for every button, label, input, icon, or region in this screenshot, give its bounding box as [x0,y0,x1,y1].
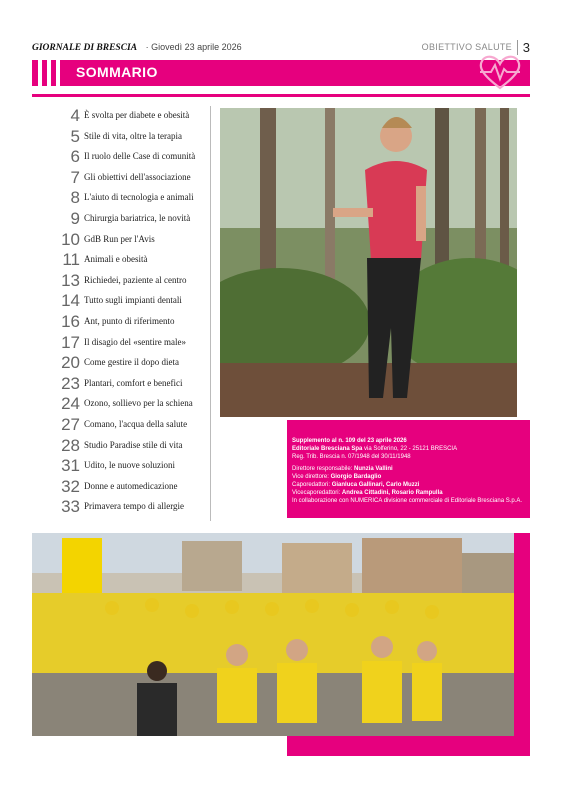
toc-item-label: Il ruolo delle Case di comunità [84,151,196,162]
toc-page-number: 8 [70,188,80,208]
toc-item [52,188,212,209]
toc-item [52,394,212,415]
banner-stripes [38,60,66,86]
toc-item-label: Chirurgia bariatrica, le novità [84,212,191,223]
registration-line: Reg. Trib. Brescia n. 07/1948 del 30/11/1948 [292,454,411,461]
photo-woman-forest [220,108,517,417]
toc-item [52,147,212,168]
toc-item [52,333,212,354]
page-number: 3 [517,40,530,55]
collaboration-line: In collaborazione con NUMERICA divisione commerciale di Editoriale Bresciana S.p.A. [292,498,523,505]
supplement-line: Supplemento al n. 109 del 23 aprile 2026 [292,438,407,444]
toc-item-label: Donne e automedicazione [84,480,178,491]
toc-item-label: Come gestire il dopo dieta [84,357,179,368]
toc-item-label: Primavera tempo di allergie [84,501,185,512]
toc-item [52,271,212,292]
issue-date: · Giovedì 23 aprile 2026 [145,42,242,52]
toc-item-label: L'aiuto di tecnologia e animali [84,192,194,203]
toc-item-label: Animali e obesità [84,254,148,265]
toc-page-number: 4 [70,106,80,125]
vice-director-name: Giorgio Bardaglio [330,473,382,480]
toc-item [52,209,212,230]
pink-frame-side [514,533,530,756]
toc-page-number: 9 [70,208,80,228]
toc-item-label: Richiedei, paziente al centro [84,274,187,285]
colophon [292,437,528,506]
toc-item-label: È svolta per diabete e obesità [84,110,190,120]
vice-director-label: Vice direttore: [292,473,331,480]
toc-page-number: 7 [70,167,80,187]
toc-item [52,230,212,251]
photo-crowd-event [32,533,514,736]
director-name: Nunzia Vallini [354,465,393,472]
toc-item-label: Plantari, comfort e benefici [84,377,183,388]
publisher-address: via Solferino, 22 - 25121 BRESCIA [362,446,458,453]
page-header [32,42,530,56]
toc-item [52,106,212,127]
toc-page-number: 23 [61,373,80,393]
toc-item [52,374,212,395]
section-banner [32,60,530,86]
toc-item [52,436,212,457]
toc-page-number: 32 [61,476,80,496]
toc-item-label: Studio Paradise stile di vita [84,439,183,450]
banner-title: SOMMARIO [76,64,158,80]
toc-item-label: Comano, l'acqua della salute [84,418,188,429]
toc-page-number: 31 [61,456,80,476]
publisher-name: Editoriale Bresciana Spa [292,446,363,453]
toc-item-label: Udito, le nuove soluzioni [84,460,175,471]
toc-item [52,497,212,518]
toc-page-number: 20 [61,353,80,373]
toc-page-number: 24 [61,394,80,414]
toc-item-label: Ozono, sollievo per la schiena [84,398,193,409]
toc-item [52,291,212,312]
toc-item [52,127,212,148]
toc-item-label: Il disagio del «sentire male» [84,336,186,347]
toc-item-label: Gli obiettivi dell'associazione [84,171,191,182]
toc-page-number: 17 [61,332,80,352]
toc-page-number: 6 [70,147,80,167]
toc-item [52,353,212,374]
toc-page-number: 5 [70,126,80,146]
toc-page-number: 11 [62,250,80,270]
chief-editors-label: Caporedattori: [292,482,332,489]
toc-item-label: Stile di vita, oltre la terapia [84,130,182,141]
newspaper-name: GIORNALE DI BRESCIA [32,43,138,53]
director-label: Direttore responsabile: [292,465,355,472]
deputy-chief-editors-names: Andrea Cittadini, Rosario Rampulla [341,490,443,497]
toc-item-label: GdB Run per l'Avis [84,233,155,244]
toc-item [52,250,212,271]
deputy-chief-editors-label: Vicecaporedattori: [292,490,342,497]
toc-page-number: 28 [61,435,80,455]
toc-page-number: 10 [61,229,80,249]
pink-frame-bottom [287,736,530,756]
toc-item [52,415,212,436]
table-of-contents [52,106,212,518]
chief-editors-names: Gianluca Gallinari, Carlo Muzzi [331,482,420,489]
section-name: OBIETTIVO SALUTE [421,42,512,52]
toc-page-number: 13 [61,270,80,290]
toc-page-number: 16 [61,311,80,331]
toc-divider [210,106,211,521]
toc-item [52,477,212,498]
toc-item [52,312,212,333]
toc-page-number: 33 [61,497,80,517]
banner-rule [32,94,530,97]
toc-item [52,168,212,189]
toc-page-number: 27 [61,414,80,434]
heart-pulse-icon [476,54,524,90]
toc-page-number: 14 [61,291,80,311]
toc-item-label: Tutto sugli impianti dentali [84,295,182,306]
toc-item-label: Ant, punto di riferimento [84,315,175,326]
toc-item [52,456,212,477]
